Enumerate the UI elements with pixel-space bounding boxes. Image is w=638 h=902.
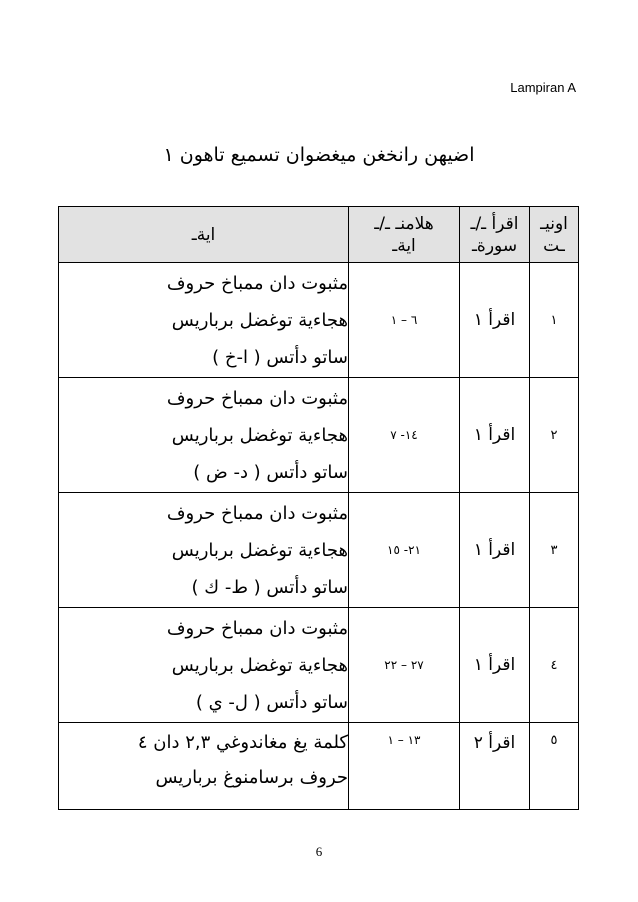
row-description bbox=[59, 378, 349, 493]
row-page-range: ٢٧ – ٢٢ bbox=[349, 608, 460, 723]
description-line: مثبوت دان ممباخ حروف bbox=[166, 617, 348, 639]
appendix-label: Lampiran A bbox=[510, 80, 576, 95]
description-line: ساتو دأتس ( د- ض ) bbox=[193, 461, 348, 483]
row-page-range: ٢١- ١٥ bbox=[349, 493, 460, 608]
row-jilid: اقرأ ١ bbox=[460, 263, 530, 378]
description-line: هجاءية توغضل برباريس bbox=[171, 309, 348, 331]
description-line: ساتو دأتس ( ط- ك ) bbox=[191, 576, 348, 598]
description-line: هجاءية توغضل برباريس bbox=[171, 424, 348, 446]
description-line: ساتو دأتس ( ل- ي ) bbox=[195, 691, 348, 713]
description-line: مثبوت دان ممباخ حروف bbox=[166, 387, 348, 409]
header-ayat-line: ايةـ bbox=[191, 224, 216, 245]
description-line: حروف برسامنوغ برباريس bbox=[155, 767, 348, 788]
row-number: ٣ bbox=[530, 493, 579, 608]
row-jilid: اقرأ ١ bbox=[460, 608, 530, 723]
table-header-row bbox=[59, 207, 579, 263]
description-line: ساتو دأتس ( ا-خ ) bbox=[212, 346, 348, 368]
header-ayat bbox=[59, 207, 349, 263]
header-page-line: هلامنـ ـ/ـ bbox=[374, 213, 434, 234]
description-line: هجاءية توغضل برباريس bbox=[171, 539, 348, 561]
header-no bbox=[530, 207, 579, 263]
description-line: كلمة يغ مغاندوغي ٢,٣ دان ٤ bbox=[137, 732, 348, 753]
table-row bbox=[59, 608, 579, 723]
header-jilid-line: سورةـ bbox=[471, 235, 518, 256]
memorization-plan-table bbox=[58, 206, 579, 810]
page-title: اضيهن رانخغن ميغضوان تسميع تاهون ١ bbox=[163, 144, 475, 166]
row-page-range: ١٤- ٧ bbox=[349, 378, 460, 493]
row-number: ٢ bbox=[530, 378, 579, 493]
description-line: مثبوت دان ممباخ حروف bbox=[166, 272, 348, 294]
table-row bbox=[59, 723, 579, 810]
row-description bbox=[59, 493, 349, 608]
header-jilid-line: اقرأ ـ/ـ bbox=[470, 213, 519, 234]
page-number: 6 bbox=[315, 844, 323, 859]
row-jilid: اقرأ ٢ bbox=[460, 723, 530, 810]
row-description bbox=[59, 263, 349, 378]
row-number: ٤ bbox=[530, 608, 579, 723]
description-line: مثبوت دان ممباخ حروف bbox=[166, 502, 348, 524]
row-number: ٥ bbox=[530, 723, 579, 810]
row-number: ١ bbox=[530, 263, 579, 378]
description-line: هجاءية توغضل برباريس bbox=[171, 654, 348, 676]
row-page-range: ١٣ – ١ bbox=[349, 723, 460, 810]
row-description bbox=[59, 723, 349, 810]
header-page-line: ايةـ bbox=[392, 235, 416, 256]
header-no-line: اونيـ bbox=[540, 213, 568, 234]
row-description bbox=[59, 608, 349, 723]
row-jilid: اقرأ ١ bbox=[460, 493, 530, 608]
header-no-line: ـت bbox=[543, 235, 565, 256]
row-page-range: ٦ – ١ bbox=[349, 263, 460, 378]
table-row bbox=[59, 378, 579, 493]
header-page bbox=[349, 207, 460, 263]
header-jilid bbox=[460, 207, 530, 263]
row-jilid: اقرأ ١ bbox=[460, 378, 530, 493]
table-row bbox=[59, 263, 579, 378]
table-row bbox=[59, 493, 579, 608]
